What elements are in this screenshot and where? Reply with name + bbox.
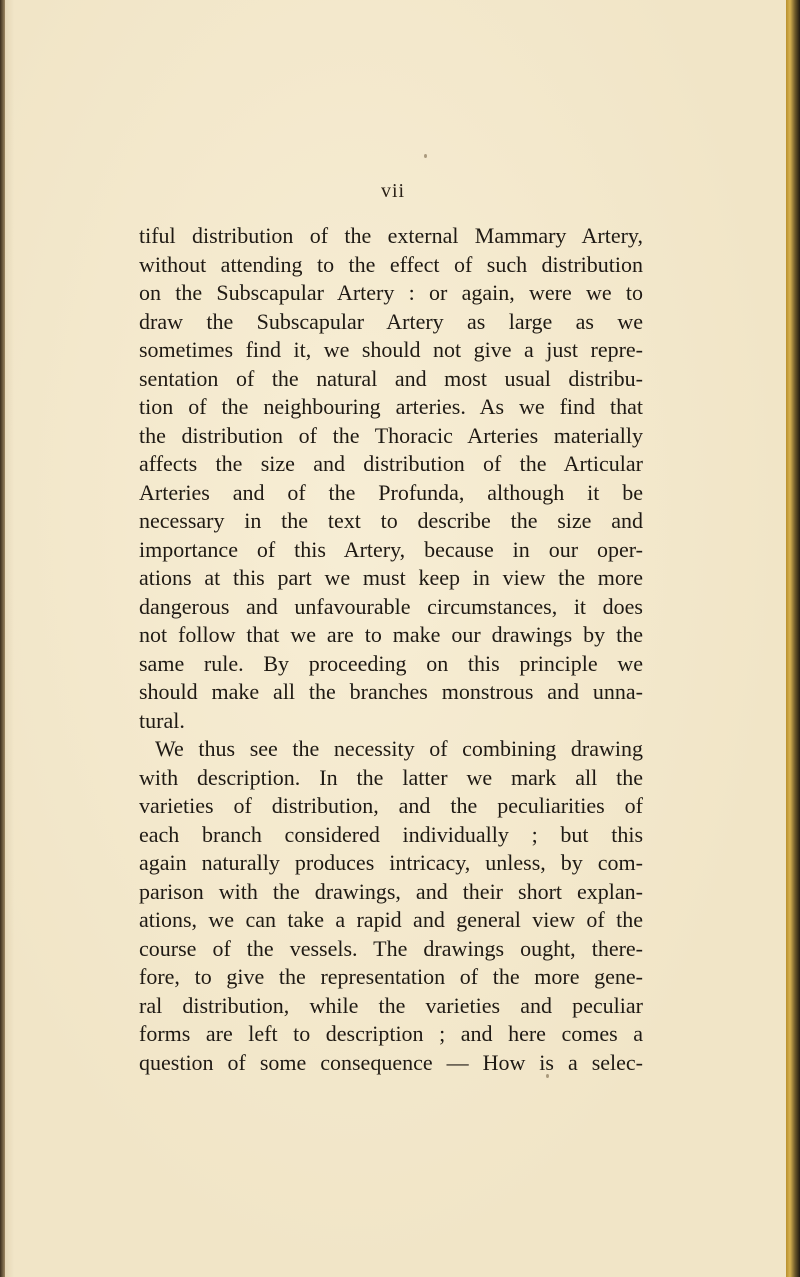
text-line: dangerous and unfavourable circumstances, it does xyxy=(139,593,643,619)
text-line: fore, to give the representation of the more gene- xyxy=(139,964,643,989)
text-line: question of some consequence — How is a selec- xyxy=(139,1049,643,1075)
text-line: draw the Subscapular Artery as large as we xyxy=(139,308,643,334)
text-line: again naturally produces intricacy, unless, by com- xyxy=(139,850,643,875)
paper-speck xyxy=(546,1074,549,1078)
page-number: vii xyxy=(380,180,406,202)
text-line: not follow that we are to make our drawings by the xyxy=(139,622,643,647)
text-line: We thus see the necessity of combining drawing xyxy=(155,736,643,761)
text-line: with description. In the latter we mark all the xyxy=(139,764,643,790)
text-line: tiful distribution of the external Mammary Artery, xyxy=(139,223,643,248)
text-line: sometimes find it, we should not give a just repre- xyxy=(139,337,643,362)
text-line: forms are left to description ; and here comes a xyxy=(139,1021,643,1046)
text-line: parison with the drawings, and their short explan- xyxy=(139,878,643,904)
text-line: on the Subscapular Artery : or again, were we to xyxy=(139,280,643,305)
text-line: without attending to the effect of such distribution xyxy=(139,251,643,277)
text-line: same rule. By proceeding on this principle we xyxy=(139,650,643,676)
text-line: ations at this part we must keep in view the more xyxy=(139,565,643,590)
gilt-page-edge xyxy=(786,0,800,1277)
text-line: sentation of the natural and most usual distribu- xyxy=(139,365,643,391)
text-line: ral distribution, while the varieties and peculiar xyxy=(139,992,643,1018)
text-line: each branch considered individually ; but this xyxy=(139,821,643,847)
paper-speck xyxy=(424,154,427,158)
text-line: importance of this Artery, because in our oper- xyxy=(139,536,643,562)
text-line: ations, we can take a rapid and general view of the xyxy=(139,907,643,932)
text-line: Arteries and of the Profunda, although it be xyxy=(139,479,643,505)
text-line: affects the size and distribution of the Articular xyxy=(139,451,643,476)
text-line: course of the vessels. The drawings ought, there- xyxy=(139,935,643,961)
text-line: the distribution of the Thoracic Arteries materially xyxy=(139,422,643,448)
text-line: necessary in the text to describe the size and xyxy=(139,508,643,533)
text-line: varieties of distribution, and the peculiarities of xyxy=(139,793,643,818)
text-line: tion of the neighbouring arteries. As we find that xyxy=(139,394,643,419)
text-line: should make all the branches monstrous and unna- xyxy=(139,679,643,704)
text-line: tural. xyxy=(139,707,185,733)
body-text xyxy=(139,222,643,1077)
